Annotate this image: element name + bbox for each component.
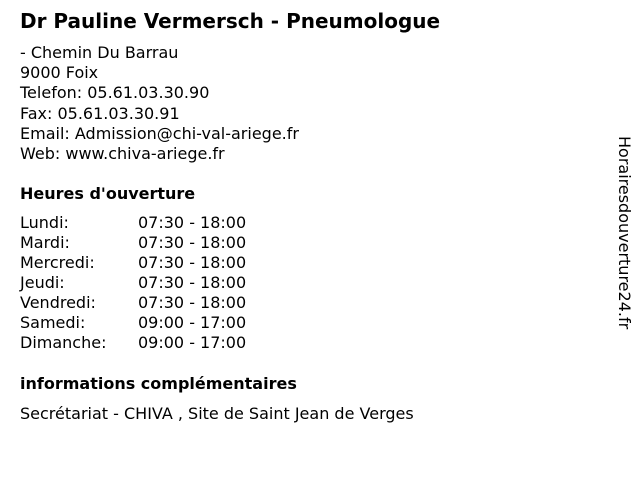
address-block [20, 43, 299, 164]
day-label: Mercredi: [20, 253, 95, 272]
day-label: Vendredi: [20, 293, 96, 312]
phone-line: Telefon: 05.61.03.30.90 [20, 83, 210, 103]
additional-info-text: Secrétariat - CHIVA , Site de Saint Jean de Verges [20, 404, 414, 423]
email-line: Email: Admission@chi-val-ariege.fr [20, 123, 299, 143]
hours-row-friday [20, 293, 246, 313]
time-range: 07:30 - 18:00 [138, 273, 247, 292]
opening-hours-table [20, 213, 246, 353]
day-label: Mardi: [20, 233, 70, 252]
hours-row-saturday [20, 313, 246, 333]
day-label: Lundi: [20, 213, 69, 232]
opening-hours-heading: Heures d'ouverture [20, 184, 196, 203]
street-line: - Chemin Du Barrau [20, 43, 179, 62]
city-line: 9000 Foix [20, 63, 99, 83]
additional-info-heading: informations complémentaires [20, 374, 297, 393]
hours-row-thursday [20, 273, 246, 293]
hours-row-tuesday [20, 233, 246, 253]
day-label: Jeudi: [20, 273, 65, 292]
fax-line: Fax: 05.61.03.30.91 [20, 103, 180, 123]
day-label: Samedi: [20, 313, 86, 332]
page-title: Dr Pauline Vermersch - Pneumologue [20, 9, 441, 33]
time-range: 09:00 - 17:00 [138, 333, 247, 352]
hours-row-wednesday [20, 253, 246, 273]
hours-row-monday [20, 213, 246, 233]
brand-watermark: Horairesdouverture24.fr [615, 136, 634, 330]
time-range: 09:00 - 17:00 [138, 313, 247, 332]
hours-row-sunday [20, 333, 246, 353]
time-range: 07:30 - 18:00 [138, 253, 247, 272]
time-range: 07:30 - 18:00 [138, 213, 247, 232]
time-range: 07:30 - 18:00 [138, 293, 247, 312]
web-line: Web: www.chiva-ariege.fr [20, 144, 225, 164]
day-label: Dimanche: [20, 333, 107, 352]
time-range: 07:30 - 18:00 [138, 233, 247, 252]
